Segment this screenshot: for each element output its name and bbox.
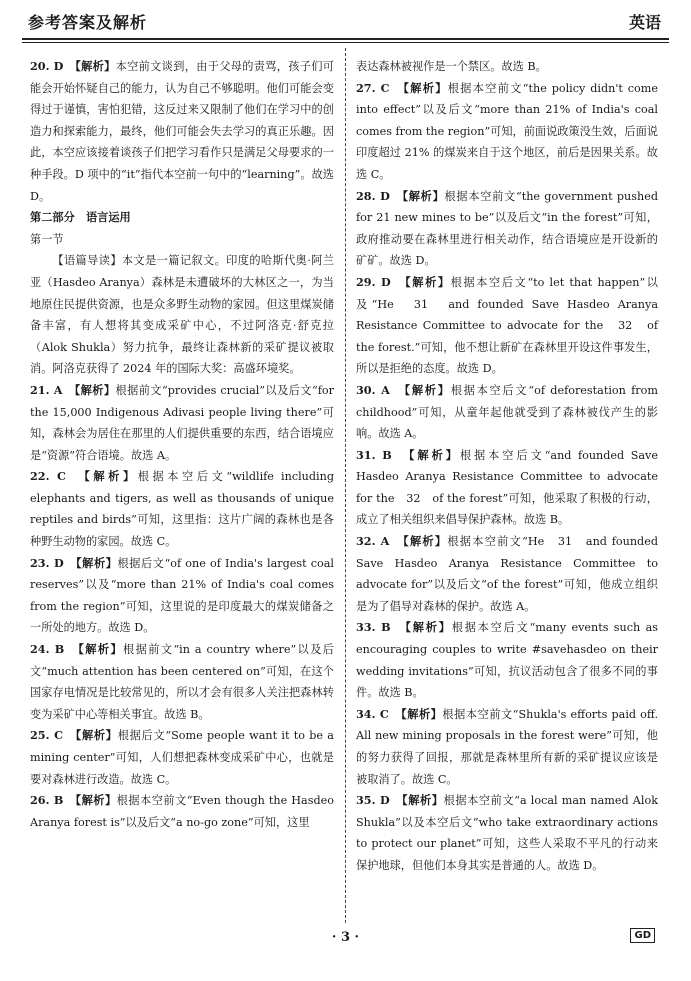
answer-item — [356, 445, 658, 531]
analysis-tag: 【解析】 — [405, 620, 452, 635]
analysis-tag: 【解析】 — [402, 188, 445, 203]
analysis-tag: 【解析】 — [76, 555, 118, 570]
answer-item — [356, 617, 658, 703]
item-text: 根据本空前文“the government pushed for 21 new mines to be”以及后文“in the forest”可知，政府推动要在森林里进行相关动作，结合语境应是开设新的矿矿。故选 D。 — [356, 189, 658, 268]
item-number: 20. D — [30, 59, 64, 73]
answer-item — [30, 790, 334, 833]
item-text: 本空前文谈到，由于父母的责骂，孩子们可能会开始怀疑自己的能力，认为自己不够聪明。他们可能会变得过于谨慎，害怕犯错，这反过来又限制了他们在学习中的创造力和探索能力，最终，他们可能会失去学习的真正乐趣。因此，本空应该接着谈孩子们把学习看作只是满足父母要求的一种手段。D 项中的“it”指代本空前一句中的“learning”。故选 D。 — [30, 60, 334, 203]
analysis-tag: 【解析】 — [408, 447, 460, 462]
analysis-tag: 【解析】 — [78, 642, 124, 657]
item-number: 27. C — [356, 80, 390, 95]
item-number: 28. D — [356, 188, 390, 203]
answer-item — [356, 704, 658, 790]
item-text: 根据前文“provides crucial”以及后文“for the 15,000 Indigenous Adivasi people living there”可知，森林会为居住在那里的人们提供重要的东西，结合语境应是“资源”符合语境。故选 A。 — [30, 383, 334, 462]
item-number: 21. A — [30, 382, 63, 397]
item-text: 根据本空后文“of deforestation from childhood”可知，从童年起他就受到了森林被伐产生的影响。故选 A。 — [356, 383, 658, 441]
answer-item — [356, 790, 658, 876]
item-number: 32. A — [356, 534, 390, 549]
answer-item — [30, 553, 334, 639]
analysis-tag: 【解析】 — [75, 793, 117, 808]
subsection-heading: 第一节 — [30, 232, 64, 246]
answer-item — [30, 466, 334, 552]
item-number: 30. A — [356, 382, 390, 397]
analysis-tag: 【解析】 — [401, 706, 443, 721]
item-text: 根据本空后文“to let that happen”以及“He 31 and founded Save Hasdeo Aranya Resistance Committee to advocate for the 32 of the forest.”可知，他不想让新矿在森林里开设这件事发生，所以是拒绝的态度。故选 D。 — [356, 275, 658, 376]
item-text: 根据本空前文“Even though the Hasdeo Aranya forest is”以及后文“a no-go zone”可知，这里 — [30, 794, 334, 829]
analysis-tag: 【解析】 — [404, 382, 451, 397]
column-divider — [345, 48, 346, 923]
analysis-tag: 【解析】 — [75, 728, 118, 743]
right-column — [356, 56, 658, 877]
item-number: 29. D — [356, 274, 391, 289]
answer-item — [356, 272, 658, 380]
left-column — [30, 56, 334, 833]
item-text: 根据本空前文“Shukla's efforts paid off. All new mining proposals in the forest were”可知，他的努力获得了回报，那就是森林里所有新的采矿提议应该是被取消了。故选 C。 — [356, 707, 658, 786]
answer-item — [356, 380, 658, 445]
answer-item — [30, 639, 334, 725]
item-number: 35. D — [356, 793, 390, 808]
item-number: 31. B — [356, 447, 392, 462]
item-text: 根据本空前文“the policy didn't come into effect”以及后文“more than 21% of India's coal comes from the region”可知，前面说政策没生效，后面说印度超过 21% 的煤炭来自于这个地区，前后是因果关系。故选 C。 — [356, 81, 658, 181]
header-subject: 英语 — [628, 13, 661, 32]
header-rule-thin — [22, 42, 669, 43]
continued-text: 表达森林被视作是一个禁区。故选 B。 — [356, 60, 547, 73]
item-text: 根据本空前文“a local man named Alok Shukla”以及本空后文“who take extraordinary actions to protect our planet”可知，这些人采取不平凡的行动来保护地球，但他们本身其实是普通的人。故选 D。 — [356, 794, 658, 872]
item-number: 25. C — [30, 728, 63, 743]
answer-item — [356, 186, 658, 272]
answer-item — [356, 78, 658, 186]
page-number: · 3 · — [331, 930, 360, 945]
item-text: 根据后文“of one of India's largest coal reserves”以及“more than 21% of India's coal comes from the region”可知，这里说的是印度最大的煤炭储备之一所处的地方。故选 D。 — [30, 556, 335, 635]
answer-item — [30, 56, 334, 207]
item-number: 33. B — [356, 620, 391, 635]
answer-item — [30, 725, 334, 790]
item-text: 根据本空前文“He 31 and founded Save Hasdeo Aranya Resistance Committee to advocate for”以及后文“of the forest”可知，他成立组织是为了倡导对森林的保护。故选 A。 — [356, 535, 659, 613]
header-title: 参考答案及解析 — [28, 13, 148, 32]
answer-item — [30, 380, 334, 466]
item-number: 26. B — [30, 793, 64, 808]
answer-item — [356, 531, 658, 617]
item-text: 根据前文“in a country where”以及后文“much attention has been centered on”可知，在这个国家存电情况是比较常见的，所以才会有很多人关注把森林转变为采矿中心等相关事宜。故选 B。 — [30, 643, 334, 721]
section-heading: 第二部分 语言运用 — [30, 211, 131, 225]
analysis-tag: 【解析】 — [74, 382, 116, 397]
item-text: 根据本空后文“and founded Save Hasdeo Aranya Resistance Committee to advocate for the 32 of the forest”可知，他采取了积极的行动，成立了相关组织来倡导保护森林。故选 B。 — [356, 448, 658, 527]
analysis-tag: 【解析】 — [405, 274, 451, 289]
item-number: 34. C — [356, 706, 389, 721]
item-text: 根据后文“Some people want it to be a mining center”可知，人们想把森林变成采矿中心，也就是要对森林进行改造。故选 C。 — [30, 729, 334, 786]
analysis-tag: 【解析】 — [84, 469, 138, 484]
item-number: 24. B — [30, 642, 65, 657]
analysis-tag: 【解析】 — [402, 793, 444, 808]
item-number: 23. D — [30, 555, 64, 570]
item-number: 22. C — [30, 469, 66, 484]
item-text: 根据本空后文“many events such as encouraging couples to write #savehasdeo on their wedding invitations”可知，抗议活动包含了很多不同的事件。故选 B。 — [356, 621, 658, 700]
item-text: 根据本空后文“wildlife including elephants and tigers, as well as thousands of unique reptiles and birds”可知，这里指：这片广阔的森林也是各种野生动物的家园。故选 C。 — [30, 470, 334, 549]
header-rule — [22, 38, 669, 40]
passage-guide: 【语篇导读】本文是一篇记叙文。印度的哈斯代奥·阿兰亚（Hasdeo Aranya）森林是未遭破坏的大林区之一，为当地原住民提供资源，也是众多野生动物的家园。但这里煤炭储备丰富，有人想将其变成采矿中心，不过阿洛克·舒克拉（Alok Shukla）努力抗争，最终让森林新的采矿提议被取消。阿洛克获得了 2024 年的国际大奖：高盛环境奖。 — [30, 254, 334, 376]
analysis-tag: 【解析】 — [403, 534, 448, 549]
analysis-tag: 【解析】 — [75, 59, 116, 73]
edition-badge: GD — [630, 928, 655, 943]
analysis-tag: 【解析】 — [403, 80, 448, 95]
